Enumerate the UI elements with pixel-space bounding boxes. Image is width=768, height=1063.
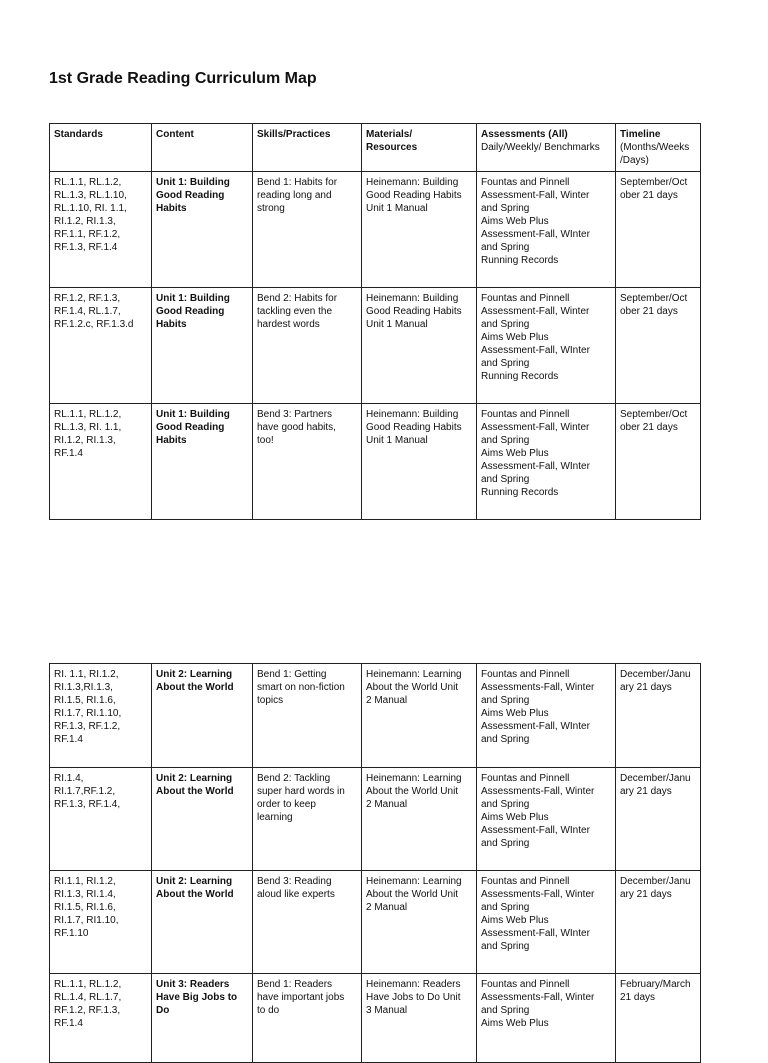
table-row — [50, 404, 701, 520]
materials-cell: Heinemann: Learning About the World Unit 2 Manual — [362, 871, 477, 974]
skills-cell: Bend 1: Habits for reading long and strong — [253, 172, 362, 288]
content-cell: Unit 2: Learning About the World — [152, 871, 253, 974]
timeline-cell: December/Janu ary 21 days — [616, 871, 701, 974]
content-cell: Unit 2: Learning About the World — [152, 664, 253, 768]
skills-cell: Bend 2: Habits for tackling even the hardest words — [253, 288, 362, 404]
skills-cell: Bend 1: Readers have important jobs to do — [253, 974, 362, 1063]
materials-cell: Heinemann: Building Good Reading Habits Unit 1 Manual — [362, 404, 477, 520]
assessments-cell: Fountas and Pinnell Assessment-Fall, Winter and Spring Aims Web Plus Assessment-Fall, WInter and Spring Running Records — [477, 288, 616, 404]
standards-cell: RI. 1.1, RI.1.2, RI.1.3,RI.1.3, RI.1.5, RI.1.6, RI.1.7, RI.1.10, RF.1.3, RF.1.2, RF.1.4 — [50, 664, 152, 768]
timeline-cell: February/March 21 days — [616, 974, 701, 1063]
materials-cell: Heinemann: Learning About the World Unit 2 Manual — [362, 664, 477, 768]
header-materials: Materials/ Resources — [362, 124, 477, 172]
assessments-cell: Fountas and Pinnell Assessment-Fall, Winter and Spring Aims Web Plus Assessment-Fall, WInter and Spring Running Records — [477, 172, 616, 288]
header-assessments: Assessments (All) Daily/Weekly/ Benchmarks — [477, 124, 616, 172]
standards-cell: RI.1.4, RI.1.7,RF.1.2, RF.1.3, RF.1.4, — [50, 768, 152, 871]
assessments-cell: Fountas and Pinnell Assessment-Fall, Winter and Spring Aims Web Plus Assessment-Fall, WInter and Spring Running Records — [477, 404, 616, 520]
content-cell: Unit 1: Building Good Reading Habits — [152, 288, 253, 404]
table-row — [50, 664, 701, 768]
assessments-cell: Fountas and Pinnell Assessments-Fall, Winter and Spring Aims Web Plus — [477, 974, 616, 1063]
skills-cell: Bend 1: Getting smart on non-fiction topics — [253, 664, 362, 768]
header-standards: Standards — [50, 124, 152, 172]
standards-cell: RF.1.2, RF.1.3, RF.1.4, RL.1.7, RF.1.2.c, RF.1.3.d — [50, 288, 152, 404]
skills-cell: Bend 3: Reading aloud like experts — [253, 871, 362, 974]
timeline-cell: September/Oct ober 21 days — [616, 288, 701, 404]
table-row — [50, 871, 701, 974]
timeline-cell: September/Oct ober 21 days — [616, 172, 701, 288]
content-cell: Unit 1: Building Good Reading Habits — [152, 172, 253, 288]
assessments-cell: Fountas and Pinnell Assessments-Fall, Winter and Spring Aims Web Plus Assessment-Fall, WInter and Spring — [477, 768, 616, 871]
assessments-cell: Fountas and Pinnell Assessments-Fall, Winter and Spring Aims Web Plus Assessment-Fall, WInter and Spring — [477, 871, 616, 974]
standards-cell: RL.1.1, RL.1.2, RL.1.4, RL.1.7, RF.1.2, RF.1.3, RF.1.4 — [50, 974, 152, 1063]
timeline-cell: December/Janu ary 21 days — [616, 768, 701, 871]
materials-cell: Heinemann: Learning About the World Unit 2 Manual — [362, 768, 477, 871]
timeline-cell: December/Janu ary 21 days — [616, 664, 701, 768]
materials-cell: Heinemann: Building Good Reading Habits Unit 1 Manual — [362, 172, 477, 288]
content-cell: Unit 1: Building Good Reading Habits — [152, 404, 253, 520]
assessments-cell: Fountas and Pinnell Assessments-Fall, Winter and Spring Aims Web Plus Assessment-Fall, WInter and Spring — [477, 664, 616, 768]
standards-cell: RL.1.1, RL.1.2, RL.1.3, RL.1.10, RL.1.10, RI. 1.1, RI.1.2, RI.1.3, RF.1.1, RF.1.2, RF.1.3, RF.1.4 — [50, 172, 152, 288]
header-skills: Skills/Practices — [253, 124, 362, 172]
table-header-row — [50, 124, 701, 172]
header-content: Content — [152, 124, 253, 172]
content-cell: Unit 2: Learning About the World — [152, 768, 253, 871]
skills-cell: Bend 3: Partners have good habits, too! — [253, 404, 362, 520]
curriculum-table-2 — [49, 663, 701, 1063]
table-row — [50, 288, 701, 404]
standards-cell: RI.1.1, RI.1.2, RI.1.3, RI.1.4, RI.1.5, RI.1.6, RI.1.7, RI1.10, RF.1.10 — [50, 871, 152, 974]
page-title: 1st Grade Reading Curriculum Map — [49, 70, 317, 87]
timeline-cell: September/Oct ober 21 days — [616, 404, 701, 520]
table-row — [50, 974, 701, 1063]
table-row — [50, 768, 701, 871]
standards-cell: RL.1.1, RL.1.2, RL.1.3, RI. 1.1, RI.1.2, RI.1.3, RF.1.4 — [50, 404, 152, 520]
skills-cell: Bend 2: Tackling super hard words in order to keep learning — [253, 768, 362, 871]
table-row — [50, 172, 701, 288]
materials-cell: Heinemann: Building Good Reading Habits Unit 1 Manual — [362, 288, 477, 404]
content-cell: Unit 3: Readers Have Big Jobs to Do — [152, 974, 253, 1063]
header-timeline: Timeline (Months/Weeks /Days) — [616, 124, 701, 172]
materials-cell: Heinemann: Readers Have Jobs to Do Unit 3 Manual — [362, 974, 477, 1063]
curriculum-table-1 — [49, 123, 701, 520]
